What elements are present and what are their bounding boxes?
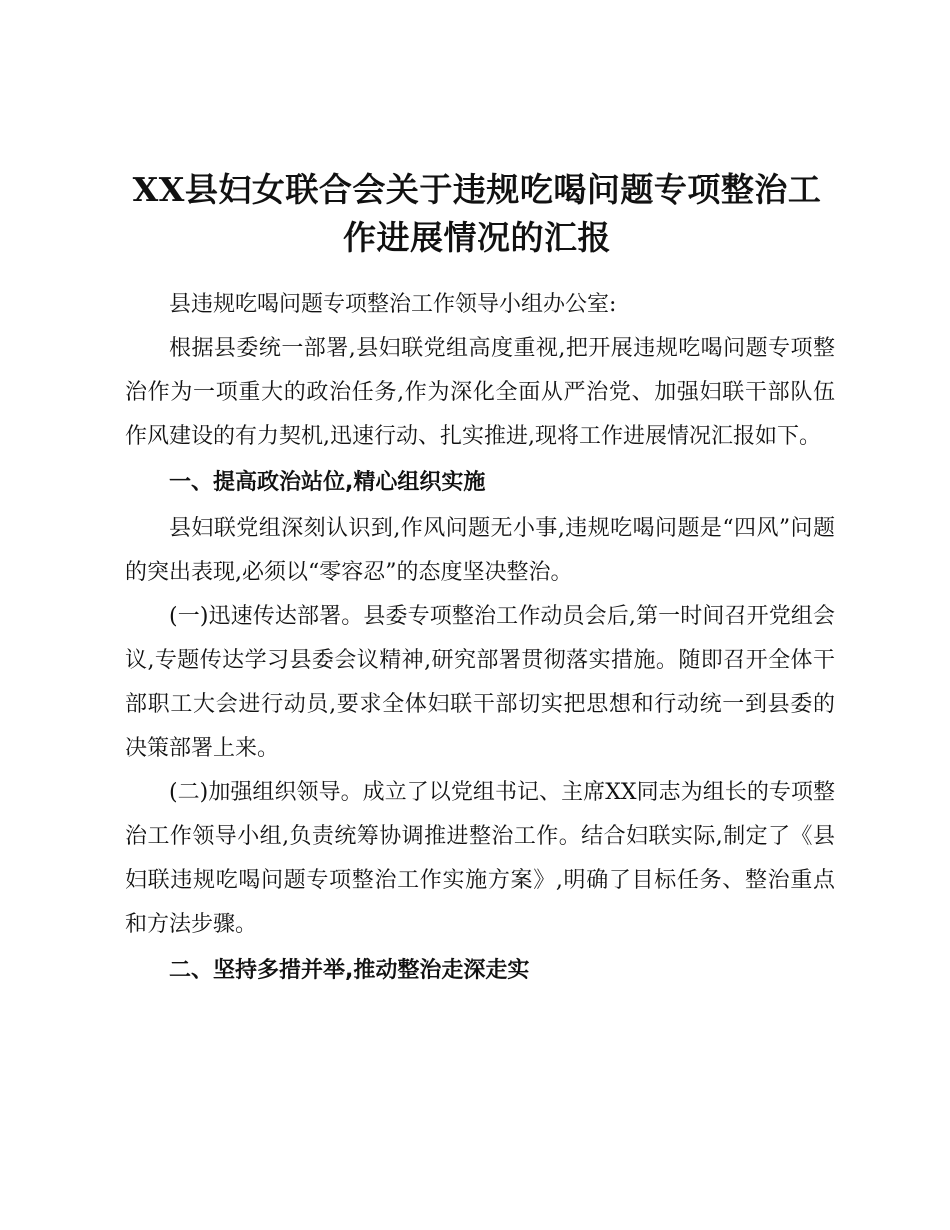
- document-body: [125, 283, 835, 995]
- title-line-1: XX县妇女联合会关于违规吃喝问题专项整治工: [132, 170, 822, 209]
- section-2-heading: 二、坚持多措并举,推动整治走深走实: [169, 958, 530, 983]
- section-1-item-2: (二)加强组织领导。成立了以党组书记、主席XX同志为组长的专项整治工作领导小组,负责统筹协调推进整治工作。结合妇联实际,制定了《县妇联违规吃喝问题专项整治工作实施方案》,明确了目标任务、整治重点和方法步骤。: [125, 780, 835, 937]
- section-1-heading: 一、提高政治站位,精心组织实施: [169, 470, 486, 495]
- document-title: [118, 166, 836, 262]
- section-1-item-1: (一)迅速传达部署。县委专项整治工作动员会后,第一时间召开党组会议,专题传达学习县委会议精神,研究部署贯彻落实措施。随即召开全体干部职工大会进行动员,要求全体妇联干部切实把思想和行动统一到县委的决策部署上来。: [125, 604, 835, 761]
- title-line-2: 作进展情况的汇报: [343, 218, 611, 257]
- section-1-paragraph: 县妇联党组深刻认识到,作风问题无小事,违规吃喝问题是“四风”问题的突出表现,必须以“零容忍”的态度坚决整治。: [125, 516, 835, 585]
- intro-paragraph: 根据县委统一部署,县妇联党组高度重视,把开展违规吃喝问题专项整治作为一项重大的政治任务,作为深化全面从严治党、加强妇联干部队伍作风建设的有力契机,迅速行动、扎实推进,现将工作进展情况汇报如下。: [125, 336, 835, 449]
- salutation: 县违规吃喝问题专项整治工作领导小组办公室:: [169, 292, 617, 317]
